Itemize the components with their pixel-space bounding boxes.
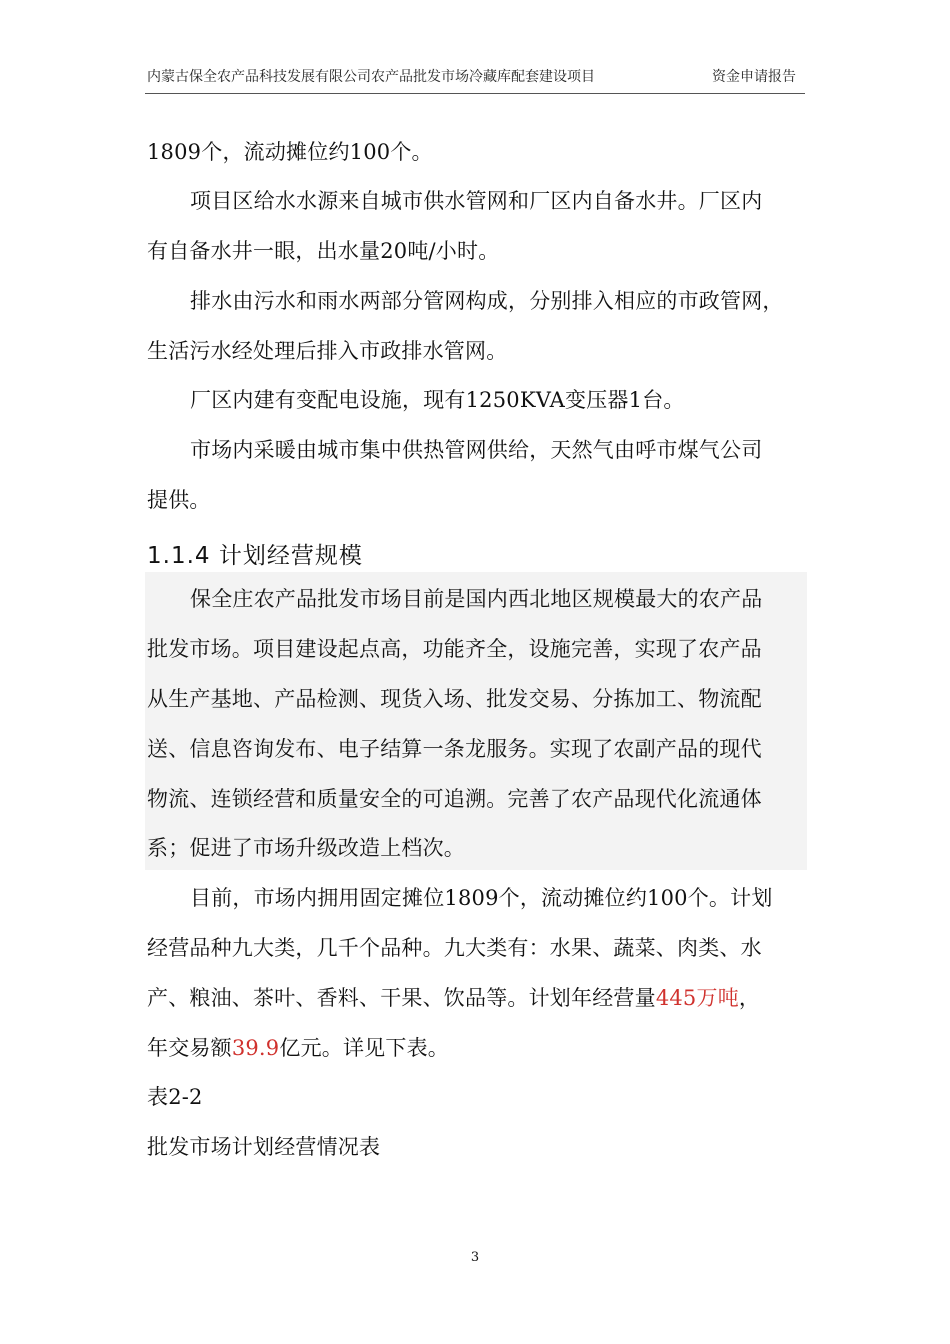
section-heading: 1.1.4 计划经营规模 bbox=[147, 543, 363, 569]
highlighted-volume: 445万吨 bbox=[655, 986, 739, 1010]
text-line: 项目区给水水源来自城市供水管网和厂区内自备水井。厂区内 bbox=[190, 189, 763, 213]
text-segment: 年交易额 bbox=[147, 1036, 232, 1060]
text-segment: ， bbox=[738, 986, 761, 1010]
text-line: 批发市场。项目建设起点高，功能齐全，设施完善，实现了农产品 bbox=[147, 637, 762, 661]
text-line: 保全庄农产品批发市场目前是国内西北地区规模最大的农产品 bbox=[190, 587, 763, 611]
highlighted-paragraph-background bbox=[145, 572, 807, 870]
table-label: 表2-2 bbox=[147, 1085, 203, 1109]
text-line: 排水由污水和雨水两部分管网构成，分别排入相应的市政管网， bbox=[190, 289, 784, 313]
table-title: 批发市场计划经营情况表 bbox=[147, 1135, 381, 1159]
highlighted-amount: 39.9 bbox=[231, 1036, 280, 1060]
page-number: 3 bbox=[470, 1250, 480, 1265]
header-report-type: 资金申请报告 bbox=[712, 69, 796, 85]
header-project-title: 内蒙古保全农产品科技发展有限公司农产品批发市场冷藏库配套建设项目 bbox=[147, 69, 595, 85]
text-line: 生活污水经处理后排入市政排水管网。 bbox=[147, 339, 508, 363]
text-line bbox=[147, 984, 760, 1012]
text-line: 目前，市场内拥用固定摊位1809个，流动摊位约100个。计划 bbox=[190, 886, 773, 910]
text-line: 1809个，流动摊位约100个。 bbox=[147, 140, 433, 164]
text-segment: 亿元。详见下表。 bbox=[279, 1036, 449, 1060]
text-line: 市场内采暖由城市集中供热管网供给，天然气由呼市煤气公司 bbox=[190, 438, 763, 462]
text-line bbox=[147, 1034, 449, 1062]
text-line: 系；促进了市场升级改造上档次。 bbox=[147, 836, 465, 860]
text-line: 厂区内建有变配电设施，现有1250KVA变压器1台。 bbox=[190, 388, 685, 412]
text-line: 提供。 bbox=[147, 488, 211, 512]
text-line: 有自备水井一眼，出水量20吨/小时。 bbox=[147, 239, 500, 263]
text-line: 从生产基地、产品检测、现货入场、批发交易、分拣加工、物流配 bbox=[147, 687, 762, 711]
text-line: 经营品种九大类，几千个品种。九大类有：水果、蔬菜、肉类、水 bbox=[147, 936, 762, 960]
header-divider bbox=[145, 93, 805, 94]
text-line: 送、信息咨询发布、电子结算一条龙服务。实现了农副产品的现代 bbox=[147, 737, 762, 761]
text-line: 物流、连锁经营和质量安全的可追溯。完善了农产品现代化流通体 bbox=[147, 787, 762, 811]
text-segment: 产、粮油、茶叶、香料、干果、饮品等。计划年经营量 bbox=[147, 986, 656, 1010]
